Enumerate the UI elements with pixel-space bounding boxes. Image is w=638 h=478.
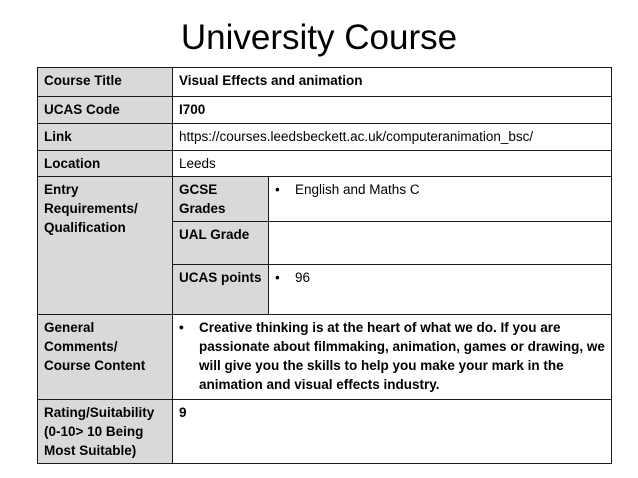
- ucas-points-label: UCAS points: [173, 265, 269, 315]
- ucas-code-value: I700: [173, 97, 612, 124]
- table-row: [38, 97, 612, 124]
- ual-grade-label: UAL Grade: [173, 222, 269, 265]
- general-comments-value: [173, 315, 612, 400]
- table-row: [38, 124, 612, 151]
- ual-grade-value: [269, 222, 612, 265]
- row-label-entry-requirements: Entry Requirements/ Qualification: [38, 177, 173, 315]
- table-row: [38, 151, 612, 177]
- general-comments-text: Creative thinking is at the heart of what we do. If you are passionate about filmmaking, animation, games or drawing, we will give you the skills to help you make your mark in the animation and visual effects industry.: [199, 320, 605, 392]
- row-label-general-comments: General Comments/ Course Content: [38, 315, 173, 400]
- course-title-value: Visual Effects and animation: [173, 68, 612, 97]
- table-row: [38, 68, 612, 97]
- ucas-points-text: 96: [295, 270, 311, 285]
- gcse-grades-text: English and Maths C: [295, 182, 420, 197]
- bullet-icon: •: [275, 270, 280, 285]
- row-label-location: Location: [38, 151, 173, 177]
- bullet-icon: •: [179, 320, 184, 335]
- row-label-rating: Rating/Suitability (0-10> 10 Being Most Suitable): [38, 400, 173, 464]
- location-value: Leeds: [173, 151, 612, 177]
- table-row: [38, 315, 612, 400]
- ucas-points-value: [269, 265, 612, 315]
- gcse-grades-value: [269, 177, 612, 222]
- gcse-grades-label: GCSE Grades: [173, 177, 269, 222]
- table-row: [38, 177, 612, 222]
- link-value[interactable]: https://courses.leedsbeckett.ac.uk/computeranimation_bsc/: [173, 124, 612, 151]
- row-label-link: Link: [38, 124, 173, 151]
- row-label-ucas-code: UCAS Code: [38, 97, 173, 124]
- bullet-icon: •: [275, 182, 280, 197]
- course-table: [37, 67, 612, 464]
- page-title: University Course: [180, 18, 458, 57]
- rating-value: 9: [173, 400, 612, 464]
- table-row: [38, 400, 612, 464]
- row-label-course-title: Course Title: [38, 68, 173, 97]
